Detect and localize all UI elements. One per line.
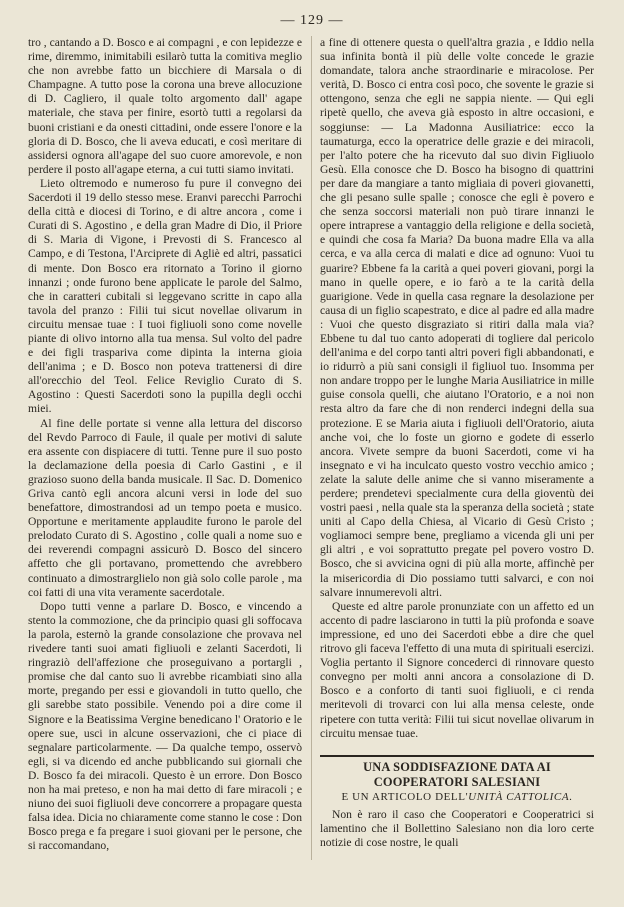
section-subtitle-prefix: E UN ARTICOLO DELL' — [341, 790, 469, 803]
page-number: — 129 — — [280, 13, 344, 28]
left-column — [28, 36, 302, 853]
section-title: UNA SODDISFAZIONE DATA AI COOPERATORI SALESIANI — [363, 759, 551, 789]
paragraph-left-3: Al fine delle portate si venne alla lettura del discorso del Revdo Parroco di Faule, il quale per motivi di salute era assente con dispiacere di tutti. Tenne pure il suo posto la declamazione della poesia di Carlo Gastini , e il grazioso suono della banda musicale. Il Sac. D. Domenico Griva cantò egli ancora alcuni versi in lode del suo benefattore, dimostrandosi ad un tempo poeta e musico. Opportune e meritamente applaudite furono le parole del prelodato Curato di S. Agostino , colle quali a nome suo e dei reverendi compagni assicurò D. Bosco del sincero affetto che gli portavano, promettendo che avrebbero continuato a dimostrarglielo non già solo colle parole , ma coi fatti di una vita veramente sacerdotale. — [28, 416, 302, 599]
paragraph-left-1: tro , cantando a D. Bosco e ai compagni , e con lepidezze e rime, diremmo, inimitabili esilarò tutta la comitiva meglio che non avrebbe fatto un bicchiere di Marsala o di Champagne. A tutto pose la corona una breve allocuzione di D. Cagliero, il quale tolto argomento dall' agape materiale, che stava per finire, esortò tutti a regolarsi da buoni cristiani e da onesti cittadini, onde essere l'onore e la gloria di D. Bosco, che li aveva educati, e così meritare di assidersi ognora all'agape del suo cuore amorevole, e non perdere il posto all'agape eterna, a cui tutti siamo invitati. — [28, 36, 302, 176]
section-subtitle-suffix: . — [569, 790, 573, 803]
paragraph-left-2: Lieto oltremodo e numeroso fu pure il convegno dei Sacerdoti il 19 dello stesso mese. Eranvi parecchi Parrochi della città e diocesi di Torino, e di altre ancora , come i Curati di S. Agostino , e della gran Madre di Dio, il Priore di S. Maria di Vigone, i Prevosti di S. Francesco al Campo, e di Testona, l'Arciprete di Agliè ed altri, passatici di mente. Don Bosco era ritornato a Torino il giorno innanzi ; onde furono bene applicate le parole del Salmo, che in caratteri cubitali si leggevano scritte in capo alla tavola del pranzo : Filii tui sicut novellae olivarum in circuitu mensae tuae : I tuoi figliuoli sono come novelle piante di olivo intorno alla tua mensa. Sul volto del padre e dei figli traspariva come dipinta la interna gioia dell'anima ; e D. Bosco non poteva trattenersi di dire all'orecchio del Teol. Felice Reviglio Curato di S. Agostino : Questi Sacerdoti sono la pupilla degli occhi miei. — [28, 176, 302, 416]
section-paragraph: Non è raro il caso che Cooperatori e Cooperatrici si lamentino che il Bollettino Salesiano non dia loro certe notizie di cose nostre, le quali — [320, 807, 594, 849]
section-subtitle — [320, 790, 594, 804]
paragraph-right-2: Queste ed altre parole pronunziate con un affetto ed un accento di padre lasciarono in tutti la più profonda e soave impressione, ed uno dei Sacerdoti ebbe a dire che quel ritrovo gli faceva l'effetto di una muta di spirituali esercizi. Voglia pertanto il Signore concederci di rinnovare questo convegno per molti anni ancora a consolazione di D. Bosco e a conforto di tanti suoi figliuoli, e ci renda meritevoli di trovarci con lui alla mensa celeste, onde ripetere con tutta verità: Filii tui sicut novellae olivarum in circuitu mensae tuae. — [320, 599, 594, 740]
right-column — [320, 36, 594, 850]
section-subtitle-emph: UNITÀ CATTOLICA — [468, 790, 570, 803]
column-divider — [311, 36, 312, 860]
paragraph-right-1: a fine di ottenere questa o quell'altra grazia , e Iddio nella sua infinita bontà il più delle volte concede le grazie domandate, talora anche straordinarie e miracolose. Per verità, D. Bosco ci entra così poco, che sovente le grazie si ottengono, senza che egli ne sappia niente. — Qui egli ripetè quello, che aveva già esposto in altre occasioni, e soggiunse: — La Madonna Ausiliatrice: ecco la taumaturga, ecco la operatrice delle grazie e dei miracoli, per l'alto potere che ha ricevuto dal suo divin Figliuolo Gesù. Ella conosce che D. Bosco ha bisogno di quattrini per dare da mangiare a tanto migliaia di poveri giovanetti, che gli pesano sulle spalle ; conosce che egli è povero e che senza soccorsi materiali non può tirare innanzi le opere intraprese a vantaggio della religione e della società, e quindi che cosa fa Maria? Da buona madre Ella va alla cerca, e va alla cerca di malati e dice ad ognuno: Vuoi tu guarire? Ebbene fa la carità a quei poveri giovani, porgi la mano in quelle opere, e io farò a te la carità della guarigione. Vede in quella casa regnare la desolazione per causa di un figlio scapestrato, e dice al padre ed alla madre : Vuoi che questo disgraziato si ritiri dalla mala via? Ebbene tu dal tuo canto adoperati di togliere dal pericolo dell'anima e del corpo tanti altri poveri figli abbandonati, e io ridurrò a più sani consigli il figliuol tuo. Insomma per non andare troppo per le lunghe Maria Ausiliatrice in mille guise consola quelli, che aiutano l'Oratorio, e a noi non resta altro da fare che di non renderci indegni della sua protezione. E se Maria aiuta i figliuoli dell'Oratorio, aiuta anche voi, che lo foste un giorno e godete di esserlo ancora. Vivete sempre da buoni Sacerdoti, come vi ha insegnato e vi ha inculcato questo vostro vecchio amico ; zelate la salute delle anime che si vanno miseramente a perdere; prendetevi specialmente cura della gioventù dei vostri paesi , nella quale sta la speranza della società ; state uniti al Capo della Chiesa, al Vicario di Gesù Cristo ; vogliamoci sempre bene, pregliamo a vicenda gli uni per gli altri , e voi soprattutto pregate pel povero vostro D. Bosco, che si avvicina ogni di più alla morte, affinchè per la misericordia di Dio possiamo tutti salvarci, e con noi salvare innumerevoli altri. — [320, 36, 594, 599]
paragraph-left-4: Dopo tutti venne a parlare D. Bosco, e vincendo a stento la commozione, che da principio quasi gli soffocava la parola, esternò la grande consolazione che provava nel rivedere tanti suoi amati figliuoli e zelanti Sacerdoti, li ringraziò dell'affezione che proseguivano a portargli , promise che dal canto suo li avrebbe ricambiati sino alla morte, pregando per essi e giovandoli in tutto quello, che gli sarebbe stato possibile. Venendo poi a dire come il Signore e la Beatissima Vergine benedicano l' Oratorio e le opere sue, usci in alcune osservazioni, che ci piace di segnalare particolarmente. — Da qualche tempo, osservò egli, si va dicendo ed anche pubblicando sui giornali che D. Bosco fa dei miracoli. Questo è un errore. Don Bosco non ha mai preteso, e non ha mai detto di fare miracoli ; e niuno dei suoi figliuoli deve concorrere a propagare questa falsa idea. Dicia no chiaramente come stanno le cose : Don Bosco prega e fa pregare i suoi giovani per le persone, che si raccomandano, — [28, 599, 302, 853]
section-heading — [320, 755, 594, 804]
